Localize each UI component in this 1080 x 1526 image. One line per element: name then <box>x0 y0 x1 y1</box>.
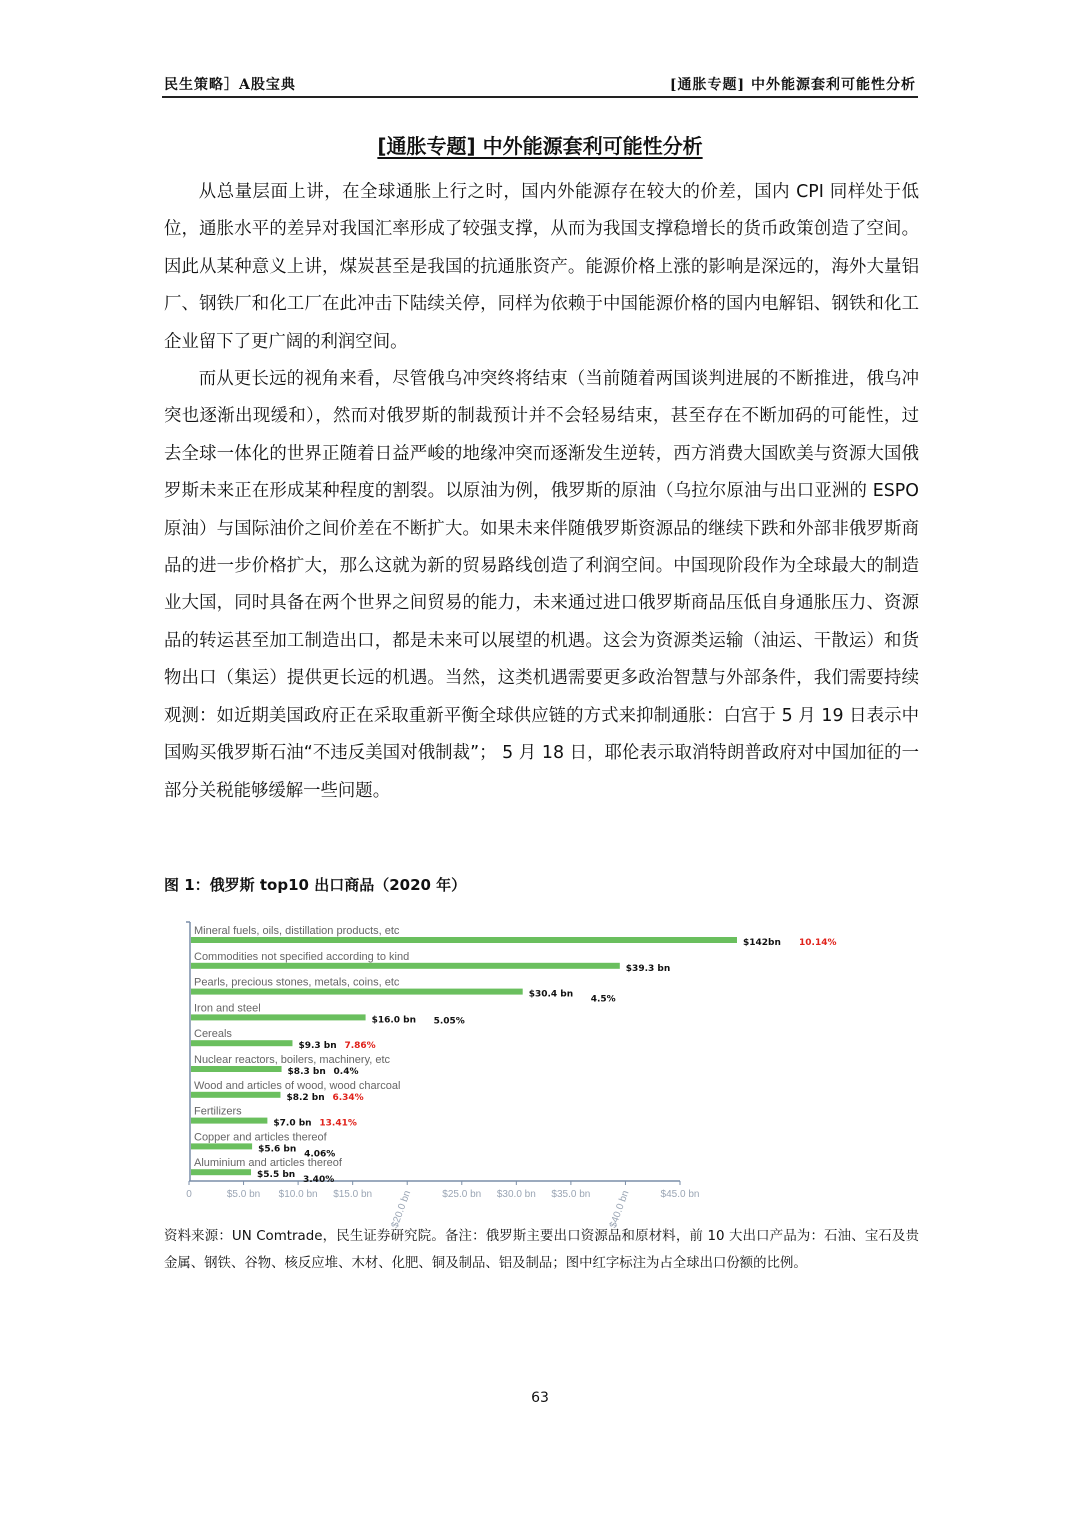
bar <box>191 1014 366 1020</box>
value-label: $39.3 bn <box>625 963 671 974</box>
category-label: Cereals <box>194 1028 232 1041</box>
page-number: 63 <box>531 1390 549 1406</box>
paragraph-1: 从总量层面上讲，在全球通胀上行之时，国内外能源存在较大的价差，国内 CPI 同样处于低位，通胀水平的差异对我国汇率形成了较强支撑，从而为我国支撑稳增长的货币政策创造了空间。因此从某种意义上讲，煤炭甚至是我国的抗通胀资产。能源价格上涨的影响是深远的，海外大量铝厂、钢铁厂和化工厂在此冲击下陆续关停，同样为依赖于中国能源价格的国内电解铝、钢铁和化工企业留下了更广阔的利润空间。 <box>164 182 919 352</box>
figure-title: 图 1：俄罗斯 top10 出口商品（2020 年） <box>164 876 467 894</box>
export-bar-chart <box>180 918 860 1230</box>
bar <box>191 1092 280 1098</box>
category-label: Fertilizers <box>194 1105 242 1118</box>
header-left-text: 民生策略］A股宝典 <box>164 77 296 93</box>
bar <box>191 1143 252 1149</box>
x-tick-label: $15.0 bn <box>333 1189 373 1200</box>
value-label: $8.2 bn <box>286 1092 325 1103</box>
x-tick-label: $40.0 bn <box>607 1189 632 1230</box>
share-label: 4.5% <box>590 994 616 1005</box>
x-tick-label: $5.0 bn <box>226 1189 261 1200</box>
value-label: $16.0 bn <box>371 1015 417 1026</box>
bar <box>191 963 620 969</box>
value-label: $9.3 bn <box>298 1041 337 1052</box>
header-right-text: [通胀专题] 中外能源套利可能性分析 <box>669 77 916 93</box>
bar <box>191 1169 251 1175</box>
value-label: $8.3 bn <box>287 1067 326 1077</box>
share-label: 0.4% <box>333 1067 359 1077</box>
x-tick-label: $25.0 bn <box>442 1189 482 1200</box>
share-label: 4.06% <box>304 1149 336 1160</box>
category-label: Wood and articles of wood, wood charcoal <box>194 1079 401 1092</box>
category-label: Pearls, precious stones, metals, coins, etc <box>194 976 400 989</box>
x-tick-label: $20.0 bn <box>389 1189 414 1230</box>
share-label: 5.05% <box>433 1016 465 1027</box>
page-title-text: [通胀专题] 中外能源套利可能性分析 <box>377 134 703 158</box>
x-tick-label: $35.0 bn <box>551 1189 591 1200</box>
category-label: Mineral fuels, oils, distillation products, etc <box>194 925 400 937</box>
page-header <box>162 70 918 98</box>
category-label: Commodities not specified according to kind <box>194 950 410 963</box>
x-tick-label: $45.0 bn <box>660 1189 700 1200</box>
bar <box>191 1040 292 1046</box>
x-tick-label: $10.0 bn <box>278 1189 318 1200</box>
bar <box>191 937 737 943</box>
share-label: 10.14% <box>799 938 837 948</box>
bar <box>191 1118 267 1124</box>
share-label: 3.40% <box>303 1175 335 1186</box>
x-tick-label: 0 <box>186 1189 192 1200</box>
bar <box>191 1066 282 1072</box>
share-label: 7.86% <box>344 1041 376 1052</box>
value-label: $30.4 bn <box>528 989 574 1000</box>
source-note: 资料来源：UN Comtrade，民生证券研究院。备注：俄罗斯主要出口资源品和原材料，前 10 大出口产品为：石油、宝石及贵金属、钢铁、谷物、核反应堆、木材、化肥、铜及制品、铝及制品；图中红字标注为占全球出口份额的比例。 <box>164 1229 919 1271</box>
bar <box>191 989 523 995</box>
value-label: $142bn <box>743 938 781 948</box>
page-title <box>0 130 1080 159</box>
value-label: $5.5 bn <box>257 1170 296 1181</box>
share-label: 13.41% <box>319 1118 357 1129</box>
paragraph-2: 而从更长远的视角来看，尽管俄乌冲突终将结束（当前随着两国谈判进展的不断推进，俄乌冲突也逐渐出现缓和），然而对俄罗斯的制裁预计并不会轻易结束，甚至存在不断加码的可能性，过去全球一体化的世界正随着日益严峻的地缘冲突而逐渐发生逆转，西方消费大国欧美与资源大国俄罗斯未来正在形成某种程度的割裂。以原油为例，俄罗斯的原油（乌拉尔原油与出口亚洲的 ESPO 原油）与国际油价之间价差在不断扩大。如果未来伴随俄罗斯资源品的继续下跌和外部非俄罗斯商品的进一步价格扩大，那么这就为新的贸易路线创造了利润空间。中国现阶段作为全球最大的制造业大国，同时具备在两个世界之间贸易的能力，未来通过进口俄罗斯商品压低自身通胀压力、资源品的转运甚至加工制造出口，都是未来可以展望的机遇。这会为资源类运输（油运、干散运）和货物出口（集运）提供更长远的机遇。当然，这类机遇需要更多政治智慧与外部条件，我们需要持续观测：如近期美国政府正在采取重新平衡全球供应链的方式来抑制通胀：白宫于 5 月 19 日表示中国购买俄罗斯石油“不违反美国对俄制裁”； 5 月 18 日，耶伦表示取消特朗普政府对中国加征的一部分关税能够缓解一些问题。 <box>164 369 919 801</box>
category-label: Iron and steel <box>194 1002 261 1015</box>
x-tick-label: $30.0 bn <box>496 1189 536 1200</box>
category-label: Aluminium and articles thereof <box>194 1157 342 1170</box>
value-label: $5.6 bn <box>258 1144 297 1155</box>
value-label: $7.0 bn <box>273 1118 312 1129</box>
category-label: Nuclear reactors, boilers, machinery, etc <box>194 1054 391 1066</box>
category-label: Copper and articles thereof <box>194 1131 327 1144</box>
body-text <box>164 174 919 810</box>
share-label: 6.34% <box>332 1092 364 1103</box>
